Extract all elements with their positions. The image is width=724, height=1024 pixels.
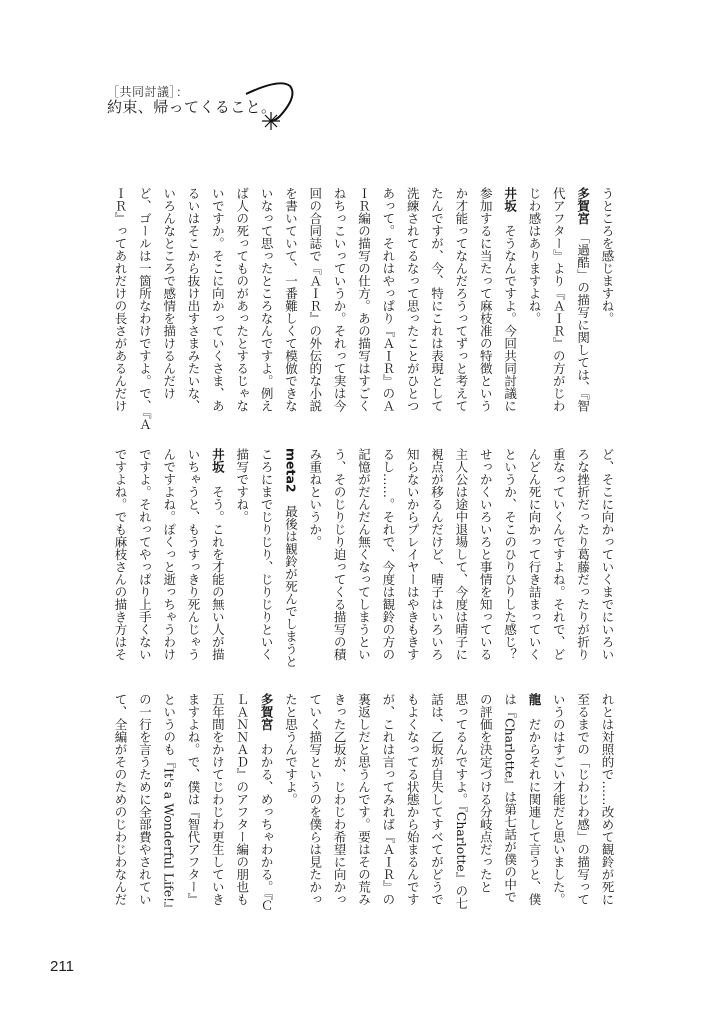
column-text: だからそれに関連して言うと、僕: [526, 705, 542, 906]
column-text: というか、そこのひりひりした感じ？: [502, 448, 518, 661]
text-column: [303, 693, 327, 906]
column-text: るし……。それで、今度は観鈴の方の: [380, 448, 396, 661]
column-text: というのも『It's a Wonderful Life!』: [161, 693, 177, 915]
column-text: ろな挫折だったり葛藤だったりが折り: [575, 448, 591, 661]
text-column: [498, 187, 522, 412]
text-column: [108, 448, 132, 661]
text-column: [352, 693, 376, 906]
text-column: [132, 187, 156, 431]
column-text: いなって思ったところなんですよ。例え: [259, 187, 275, 412]
column-text: 五年間をかけてじわじわ更生していき: [210, 693, 226, 906]
text-column: [473, 187, 497, 412]
text-column: [595, 187, 619, 325]
column-text: もよくなってる状態から始まるんです: [405, 693, 421, 906]
column-text: たんですが、今、特にこれは表現として: [429, 187, 445, 412]
text-column: [546, 448, 570, 661]
column-text: ころにまでじりじり、じりじりといく: [259, 448, 275, 661]
column-text: 代アフター』より『ＡＩＲ』の方がじわ: [551, 187, 567, 412]
shooting-star-icon: [240, 78, 300, 133]
text-column: [425, 187, 449, 412]
text-column: [303, 187, 327, 412]
text-column: [254, 693, 278, 912]
column-text: れとは対照的で……改めて観鈴が死に: [600, 693, 615, 906]
column-text: か才能ってなんだろうってずっと考えて: [453, 187, 469, 412]
column-text: ＬＡＮＮＡＤ』のアフター編の朋也も: [234, 693, 250, 906]
text-column: [400, 693, 424, 906]
text-column: [376, 693, 400, 906]
column-text: 思ってるんですよ。『Charlotte』の七: [453, 693, 469, 910]
speaker-name: meta2: [283, 448, 299, 493]
text-column: [132, 693, 156, 906]
text-column: [473, 693, 497, 893]
column-text: わかる、めっちゃわかる。『Ｃ: [259, 730, 275, 912]
text-column: [205, 693, 229, 906]
text-column: [181, 448, 205, 661]
text-column: [205, 448, 229, 661]
speaker-name: 井坂: [210, 448, 226, 473]
column-text: を書いていて、一番難しくて模倣できな: [283, 187, 299, 412]
column-text: るいはそこから抜け出すさまみたいな、: [186, 187, 202, 412]
column-text: ていく描写というのを僕らは見たかっ: [307, 693, 323, 906]
text-column: [571, 448, 595, 661]
column-text: そう。これを才能の無い人が描: [210, 473, 226, 661]
column-text: て、全編がそのためのじわじわなんだ: [113, 693, 128, 906]
column-text: ど、ゴールは一箇所なわけですよ。で、『Ａ: [137, 187, 153, 431]
text-column: [230, 187, 254, 412]
text-column: [425, 693, 449, 906]
column-text: ますよね。で、僕は『智代アフター』: [186, 693, 202, 906]
column-text: 主人公は途中退場して、今度は晴子に: [453, 448, 469, 661]
column-text: う、そのじりじり迫ってくる描写の積: [332, 448, 348, 661]
column-text: たと思うんですよ。: [283, 693, 299, 806]
column-text: 重なっていくんですよね。それで、ど: [551, 448, 567, 661]
text-column: [205, 187, 229, 412]
column-text: 知らないからプレイヤーはやきもきす: [405, 448, 421, 661]
text-column: [400, 448, 424, 661]
text-column: [498, 448, 522, 661]
column-text: 「過酷」の描写に関しては、『智: [575, 224, 591, 412]
text-column: [546, 693, 570, 906]
text-column: [132, 448, 156, 661]
column-text: ＩＲ編の描写の仕方。あの描写はすごく: [356, 187, 372, 412]
text-column: [546, 187, 570, 412]
column-text: いうのはすごい才能だと思いました。: [551, 693, 567, 906]
speaker-name: 龍: [526, 693, 542, 706]
text-column: [352, 448, 376, 661]
column-text: んどん死に向かって行き詰まっていく: [526, 448, 542, 661]
text-column: [522, 448, 546, 661]
speaker-name: 井坂: [502, 187, 518, 212]
text-column: [303, 448, 327, 548]
text-column: [181, 187, 205, 412]
speaker-name: 多賀宮: [259, 693, 275, 731]
text-column: [230, 693, 254, 906]
text-column: [376, 187, 400, 412]
column-text: んですよね。ぽくっと逝っちゃうわけ: [161, 448, 177, 661]
column-text: いですか。そこに向かっていくさま、あ: [210, 187, 226, 412]
text-column: [157, 448, 181, 661]
text-column: [327, 448, 351, 661]
text-column: [595, 448, 619, 661]
text-column: [449, 187, 473, 412]
text-column: [449, 448, 473, 661]
column-text: 最後は観鈴が死んでしまうと: [283, 492, 299, 668]
speaker-name: 多賀宮: [575, 187, 591, 225]
text-column: [181, 693, 205, 906]
column-text: せっかくいろいろと事情を知っている: [478, 448, 494, 661]
column-text: の評価を決定づける分岐点だったと: [478, 693, 494, 893]
column-text: いちゃうと、もうすっきり死んじゃう: [186, 448, 202, 661]
column-text: じわ感はありますよね。: [526, 187, 542, 325]
column-text: 話は、乙坂が自失してすべてがどうで: [429, 693, 445, 906]
column-text: ば人の死ってものがあったとするじゃな: [234, 187, 250, 412]
page-number: 211: [50, 958, 74, 975]
column-text: の一行を言うために全部費やされてい: [137, 693, 153, 906]
column-text: 記憶がだんだん無くなってしまうとい: [356, 448, 372, 661]
text-column: [278, 187, 302, 412]
text-column: [278, 693, 302, 806]
text-column: [108, 187, 132, 412]
text-column: [473, 448, 497, 661]
text-column: [425, 448, 449, 661]
column-text: あって。それはやっぱり『ＡＩＲ』のＡ: [380, 187, 396, 412]
column-text: 裏返しだと思うんです。要はその荒み: [356, 693, 372, 906]
column-text: 至るまでの「じわじわ感」の描写って: [575, 693, 591, 906]
text-column: [254, 448, 278, 661]
column-text: 視点が移るんだけど、晴子はいろいろ: [429, 448, 445, 661]
column-text: 描写ですね。: [234, 448, 250, 523]
text-column: [278, 448, 302, 668]
column-text: ねちっこいっていうか。それって実は今: [332, 187, 348, 412]
text-column: [571, 693, 595, 906]
text-column: [157, 693, 181, 915]
column-text: ＩＲ』ってあれだけの長さがあるんだけ: [113, 187, 128, 412]
text-column: [157, 187, 181, 400]
column-text: 参加するに当たって麻枝准の特徴という: [478, 187, 494, 412]
column-text: きった乙坂が、じわじわ希望に向かっ: [332, 693, 348, 906]
column-text: み重ねというか。: [307, 448, 323, 548]
text-column: [400, 187, 424, 412]
text-column: [254, 187, 278, 412]
text-column: [449, 693, 473, 909]
column-text: そうなんですよ。今回共同討議に: [502, 212, 518, 412]
text-column: [571, 187, 595, 412]
column-text: うところを感じますね。: [600, 187, 615, 325]
text-column: [327, 693, 351, 906]
article-title: 約束、帰ってくること。: [107, 98, 277, 116]
section-kicker: ［共同討議］：: [107, 85, 189, 99]
text-column: [108, 693, 132, 906]
column-text: 回の合同誌で『ＡＩＲ』の外伝的な小説: [307, 187, 323, 412]
text-column: [522, 693, 546, 906]
column-text: 洗練されてるなって思ったことがひとつ: [405, 187, 421, 412]
column-text: は『Charlotte』は第七話が僕の中で: [502, 693, 518, 904]
text-column: [498, 693, 522, 903]
text-column: [595, 693, 619, 906]
column-text: ですよ。それってやっぱり上手くない: [137, 448, 153, 661]
text-column: [230, 448, 254, 523]
text-column: [327, 187, 351, 412]
text-column: [352, 187, 376, 412]
text-column: [376, 448, 400, 661]
column-text: ど、そこに向かっていくまでにいろい: [600, 448, 615, 661]
column-text: いろんなところで感情を描けるんだけ: [161, 187, 177, 400]
column-text: ですよね。でも麻枝さんの描き方はそ: [113, 448, 128, 661]
column-text: が、これは言ってみれば『ＡＩＲ』の: [380, 693, 396, 906]
text-column: [522, 187, 546, 325]
